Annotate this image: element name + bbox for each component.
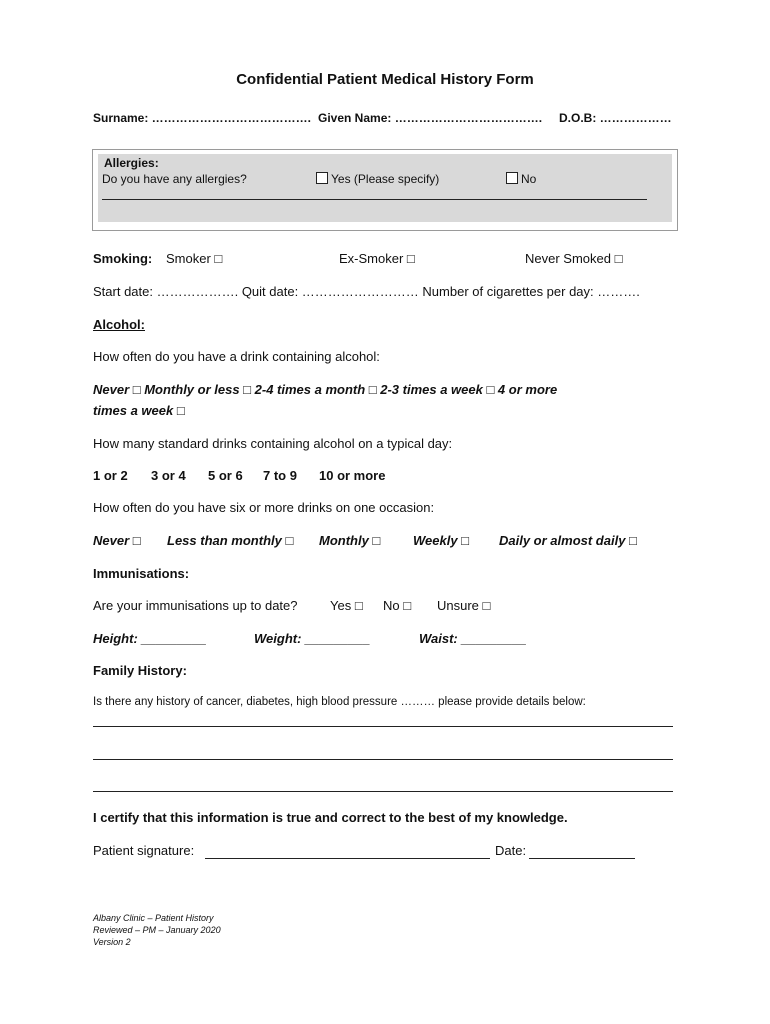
family-history-heading: Family History:: [93, 663, 187, 678]
footer-line-1: Albany Clinic – Patient History: [93, 913, 214, 923]
smoker-option[interactable]: Smoker □: [166, 251, 223, 266]
footer: [93, 912, 221, 948]
allergies-yes-option[interactable]: [316, 172, 439, 186]
binge-option-less-monthly[interactable]: Less than monthly □: [167, 533, 294, 548]
date-line[interactable]: [529, 858, 635, 859]
weight-field[interactable]: Weight: _________: [254, 631, 371, 646]
standard-drinks-question: How many standard drinks containing alcohol on a typical day:: [93, 436, 453, 451]
immunisations-no-option[interactable]: No □: [383, 598, 412, 613]
never-smoked-option[interactable]: Never Smoked □: [525, 251, 623, 266]
family-history-question: Is there any history of cancer, diabetes, high blood pressure ……… please provide details below:: [93, 696, 586, 708]
footer-line-2: Reviewed – PM – January 2020: [93, 925, 221, 935]
alcohol-heading: Alcohol:: [93, 317, 145, 332]
certification-statement: I certify that this information is true and correct to the best of my knowledge.: [93, 810, 568, 825]
page-title: Confidential Patient Medical History Form: [236, 71, 534, 88]
checkbox-icon[interactable]: [506, 172, 518, 184]
smoking-details[interactable]: Start date: ………………. Quit date: ……………………… Number of cigarettes per day: ……….: [93, 284, 640, 299]
allergies-heading: Allergies:: [104, 156, 159, 170]
drinks-option-1[interactable]: 1 or 2: [93, 468, 128, 483]
immunisations-yes-option[interactable]: Yes □: [330, 598, 363, 613]
binge-question: How often do you have six or more drinks on one occasion:: [93, 500, 435, 515]
alcohol-frequency-question: How often do you have a drink containing alcohol:: [93, 349, 380, 364]
binge-option-daily[interactable]: Daily or almost daily □: [499, 533, 637, 548]
allergies-yes-label: Yes (Please specify): [331, 172, 440, 186]
waist-field[interactable]: Waist: _________: [419, 631, 527, 646]
allergies-no-option[interactable]: [506, 172, 536, 186]
footer-line-3: Version 2: [93, 937, 131, 947]
allergies-box: [92, 149, 678, 231]
binge-option-weekly[interactable]: Weekly □: [413, 533, 470, 548]
surname-field[interactable]: Surname: ………………………………….: [93, 111, 312, 125]
drinks-option-5[interactable]: 10 or more: [319, 468, 386, 483]
allergies-panel: [98, 154, 672, 222]
allergies-no-label: No: [521, 172, 537, 186]
dob-field[interactable]: D.O.B: ………………: [559, 111, 672, 125]
drinks-option-2[interactable]: 3 or 4: [151, 468, 186, 483]
allergies-specify-line[interactable]: [102, 199, 647, 200]
family-history-line-3[interactable]: [93, 791, 673, 792]
family-history-line-1[interactable]: [93, 726, 673, 727]
drinks-option-3[interactable]: 5 or 6: [208, 468, 243, 483]
drinks-option-4[interactable]: 7 to 9: [263, 468, 297, 483]
date-label: Date:: [495, 843, 527, 858]
alcohol-frequency-options-cont[interactable]: times a week □: [93, 403, 185, 418]
family-history-line-2[interactable]: [93, 759, 673, 760]
given-name-field[interactable]: Given Name: ……………………………….: [318, 111, 543, 125]
smoking-label: Smoking:: [93, 251, 153, 266]
binge-option-never[interactable]: Never □: [93, 533, 141, 548]
binge-option-monthly[interactable]: Monthly □: [319, 533, 381, 548]
immunisations-question: Are your immunisations up to date?: [93, 598, 298, 613]
alcohol-frequency-options[interactable]: Never □ Monthly or less □ 2-4 times a month □ 2-3 times a week □ 4 or more: [93, 382, 558, 397]
allergies-question: Do you have any allergies?: [102, 172, 247, 186]
immunisations-heading: Immunisations:: [93, 566, 190, 581]
immunisations-unsure-option[interactable]: Unsure □: [437, 598, 491, 613]
signature-line[interactable]: [205, 858, 490, 859]
height-field[interactable]: Height: _________: [93, 631, 207, 646]
signature-label: Patient signature:: [93, 843, 195, 858]
ex-smoker-option[interactable]: Ex-Smoker □: [339, 251, 415, 266]
checkbox-icon[interactable]: [316, 172, 328, 184]
